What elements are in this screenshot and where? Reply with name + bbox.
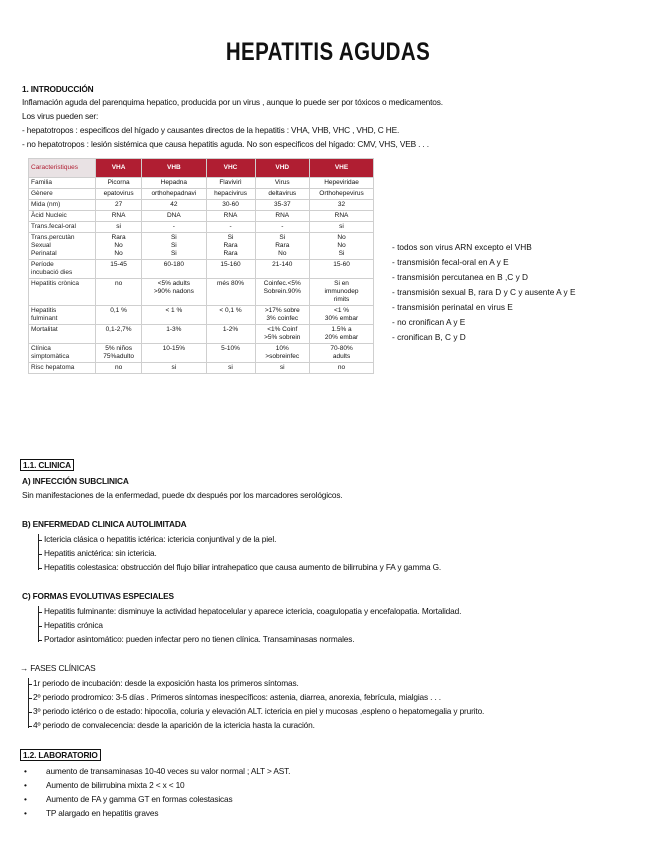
table-row-label: Hepatitis crònica — [29, 279, 96, 306]
table-cell: 27 — [96, 200, 142, 211]
table-cell: més 80% — [206, 279, 255, 306]
table-cell: 60-180 — [142, 260, 206, 279]
table-cell: si — [206, 363, 255, 374]
table-cell: < 0,1 % — [206, 306, 255, 325]
table-cell: si — [255, 363, 310, 374]
table-cell: 1-2% — [206, 325, 255, 344]
table-cell: Si Si Si — [142, 233, 206, 260]
table-cell: 0,1-2,7% — [96, 325, 142, 344]
table-cell: no — [96, 363, 142, 374]
table-cell: RNA — [96, 211, 142, 222]
table-cell: 5-10% — [206, 344, 255, 363]
table-cell: - — [206, 222, 255, 233]
lab-item: TP alargado en hepatitis graves — [46, 808, 159, 818]
autolimitada-item: Hepatitis anictérica: sin ictericia. — [44, 548, 157, 558]
intro-line: - no hepatotropos : lesión sistémica que causa hepatitis aguda. No son especificos del hígado: CMV, VHS, VEB . . . — [22, 139, 429, 149]
table-cell: orthohepadnavi — [142, 189, 206, 200]
table-cell: DNA — [142, 211, 206, 222]
table-cell: Coinfec.<5% Sobrein.90% — [255, 279, 310, 306]
fases-title: → FASES CLÍNICAS — [20, 663, 96, 673]
bullet-dot: • — [24, 808, 27, 818]
table-cell: deltavirus — [255, 189, 310, 200]
table-row — [29, 211, 374, 222]
table-row-label: Àcid Nucleic — [29, 211, 96, 222]
table-cell: 30-60 — [206, 200, 255, 211]
table-row-label: Mortalitat — [29, 325, 96, 344]
formas-item: Hepatitis crónica — [44, 620, 103, 630]
bullet-dot: • — [24, 794, 27, 804]
table-header-cell: VHE — [310, 159, 374, 178]
side-note: - transmisión percutanea en B ,C y D — [392, 272, 529, 282]
subclinica-title: A) INFECCIÓN SUBCLINICA — [22, 476, 129, 486]
table-row-label: Familia — [29, 178, 96, 189]
table-cell: Picorna — [96, 178, 142, 189]
table-cell: 10% >sobreinfec — [255, 344, 310, 363]
side-note: - todos son virus ARN excepto el VHB — [392, 242, 532, 252]
table-row — [29, 233, 374, 260]
lab-item: aumento de transaminasas 10-40 veces su valor normal ; ALT > AST. — [46, 766, 291, 776]
table-cell: 35-37 — [255, 200, 310, 211]
side-note: - transmisión sexual B, rara D y C y ausente A y E — [392, 287, 576, 297]
table-row — [29, 279, 374, 306]
table-row — [29, 178, 374, 189]
table-cell: RNA — [255, 211, 310, 222]
table-cell: Si Rara No — [255, 233, 310, 260]
table-row — [29, 306, 374, 325]
table-row-label: Període incubació dies — [29, 260, 96, 279]
table-row-label: Clínica simptomàtica — [29, 344, 96, 363]
intro-heading: 1. INTRODUCCIÓN — [22, 84, 94, 94]
hepatitis-virus-table — [28, 158, 374, 374]
bracket — [28, 678, 29, 728]
side-notes — [392, 240, 576, 345]
page-title: HEPATITIS AGUDAS — [225, 38, 431, 66]
fase-item: 2º periodo prodromico: 3-5 días . Primeros síntomas inespecíficos: astenia, diarrea, anorexia, febrícula, mialgias . . . — [33, 692, 441, 702]
lab-item: Aumento de FA y gamma GT en formas colestasicas — [46, 794, 233, 804]
table-header-cell: Caracteristiques — [29, 159, 96, 178]
table-cell: Orthohepevirus — [310, 189, 374, 200]
table-cell: <1 % 30% embar — [310, 306, 374, 325]
autolimitada-title: B) ENFERMEDAD CLINICA AUTOLIMITADA — [22, 519, 187, 529]
table-row — [29, 363, 374, 374]
table-cell: No No Si — [310, 233, 374, 260]
table-cell: - — [255, 222, 310, 233]
table-row-label: Gènere — [29, 189, 96, 200]
table-cell: 15-160 — [206, 260, 255, 279]
side-note: - no cronifican A y E — [392, 317, 466, 327]
table-row-label: Trans.percutàn Sexual Perinatal — [29, 233, 96, 260]
fase-item: 3º periodo ictérico o de estado: hipocolia, coluria y elevación ALT. ictericia en piel y mucosas ,espleno o hepatomegalia y prurito. — [33, 706, 485, 716]
table-row-label: Mida (nm) — [29, 200, 96, 211]
table-header-cell: VHC — [206, 159, 255, 178]
side-note: - transmisión perinatal en virus E — [392, 302, 513, 312]
intro-line: - hepatotropos : especificos del hígado y causantes directos de la hepatitis : VHA, VHB, VHC , VHD, C HE. — [22, 125, 400, 135]
table-header-row — [29, 159, 374, 178]
table-cell: 15-45 — [96, 260, 142, 279]
clinica-heading: 1.1. CLINICA — [20, 459, 74, 471]
bullet-dot: • — [24, 766, 27, 776]
bullet-dot: • — [24, 780, 27, 790]
table-cell: < 1 % — [142, 306, 206, 325]
table-row-label: Trans.fecal-oral — [29, 222, 96, 233]
table-cell: <1% Coinf >5% sobrein — [255, 325, 310, 344]
table-cell: no — [310, 363, 374, 374]
side-note: - transmisión fecal-oral en A y E — [392, 257, 509, 267]
table-cell: 70-80% adults — [310, 344, 374, 363]
side-note: - cronifican B, C y D — [392, 332, 466, 342]
fase-item: 4º periodo de convalecencia: desde la aparición de la ictericia hasta la curación. — [33, 720, 315, 730]
laboratorio-heading: 1.2. LABORATORIO — [20, 749, 101, 761]
table-cell: Flavivirì — [206, 178, 255, 189]
table-header-cell: VHB — [142, 159, 206, 178]
table-row — [29, 344, 374, 363]
table-row — [29, 222, 374, 233]
table-cell: hepacivirus — [206, 189, 255, 200]
table-cell: Hepadna — [142, 178, 206, 189]
fase-item: 1r periodo de incubación: desde la exposición hasta los primeros síntomas. — [33, 678, 299, 688]
table-cell: <5% adults >90% nadons — [142, 279, 206, 306]
table-row — [29, 325, 374, 344]
table-cell: Si Rara Rara — [206, 233, 255, 260]
table-cell: no — [96, 279, 142, 306]
table-cell: epatovirus — [96, 189, 142, 200]
autolimitada-item: Ictericia clásica o hepatitis ictérica: ictericia conjuntival y de la piel. — [44, 534, 277, 544]
table-cell: si — [96, 222, 142, 233]
table-row — [29, 189, 374, 200]
table-cell: 1-3% — [142, 325, 206, 344]
table-row-label: Hepatitis fulminant — [29, 306, 96, 325]
table-cell: si — [142, 363, 206, 374]
table-row-label: Risc hepatoma — [29, 363, 96, 374]
table-header-cell: VHD — [255, 159, 310, 178]
table-cell: >17% sobre 3% coinfec — [255, 306, 310, 325]
table-cell: 0,1 % — [96, 306, 142, 325]
table-row — [29, 200, 374, 211]
table-cell: si — [310, 222, 374, 233]
table-cell: 15-60 — [310, 260, 374, 279]
table-cell: 1.5% a 20% embar — [310, 325, 374, 344]
formas-title: C) FORMAS EVOLUTIVAS ESPECIALES — [22, 591, 174, 601]
intro-line: Inflamación aguda del parenquima hepatico, producida por un virus , aunque lo puede ser por tóxicos o medicamentos. — [22, 97, 443, 107]
table-cell: 42 — [142, 200, 206, 211]
subclinica-text: Sin manifestaciones de la enfermedad, puede dx después por los marcadores serológicos. — [22, 490, 343, 500]
table-row — [29, 260, 374, 279]
intro-line: Los virus pueden ser: — [22, 111, 99, 121]
table-cell: 10-15% — [142, 344, 206, 363]
table-cell: 5% niños 75%adulto — [96, 344, 142, 363]
formas-item: Hepatitis fulminante: disminuye la actividad hepatocelular y aparece ictericia, coagulopatia y encefalopatia. Mortalidad. — [44, 606, 462, 616]
table-cell: Hepeviridae — [310, 178, 374, 189]
table-cell: - — [142, 222, 206, 233]
autolimitada-item: Hepatitis colestasica: obstrucción del flujo biliar intrahepatico que causa aumento de bilirrubina y FA y gamma G. — [44, 562, 442, 572]
table-cell: 32 — [310, 200, 374, 211]
formas-item: Portador asintomático: pueden infectar pero no tienen clínica. Transaminasas normales. — [44, 634, 355, 644]
lab-item: Aumento de bilirrubina mixta 2 < x < 10 — [46, 780, 185, 790]
table-cell: Si en immunodep rimits — [310, 279, 374, 306]
table-cell: Rara No No — [96, 233, 142, 260]
table-cell: Virus — [255, 178, 310, 189]
table-header-cell: VHA — [96, 159, 142, 178]
table-cell: 21-140 — [255, 260, 310, 279]
table-cell: RNA — [206, 211, 255, 222]
table-cell: RNA — [310, 211, 374, 222]
